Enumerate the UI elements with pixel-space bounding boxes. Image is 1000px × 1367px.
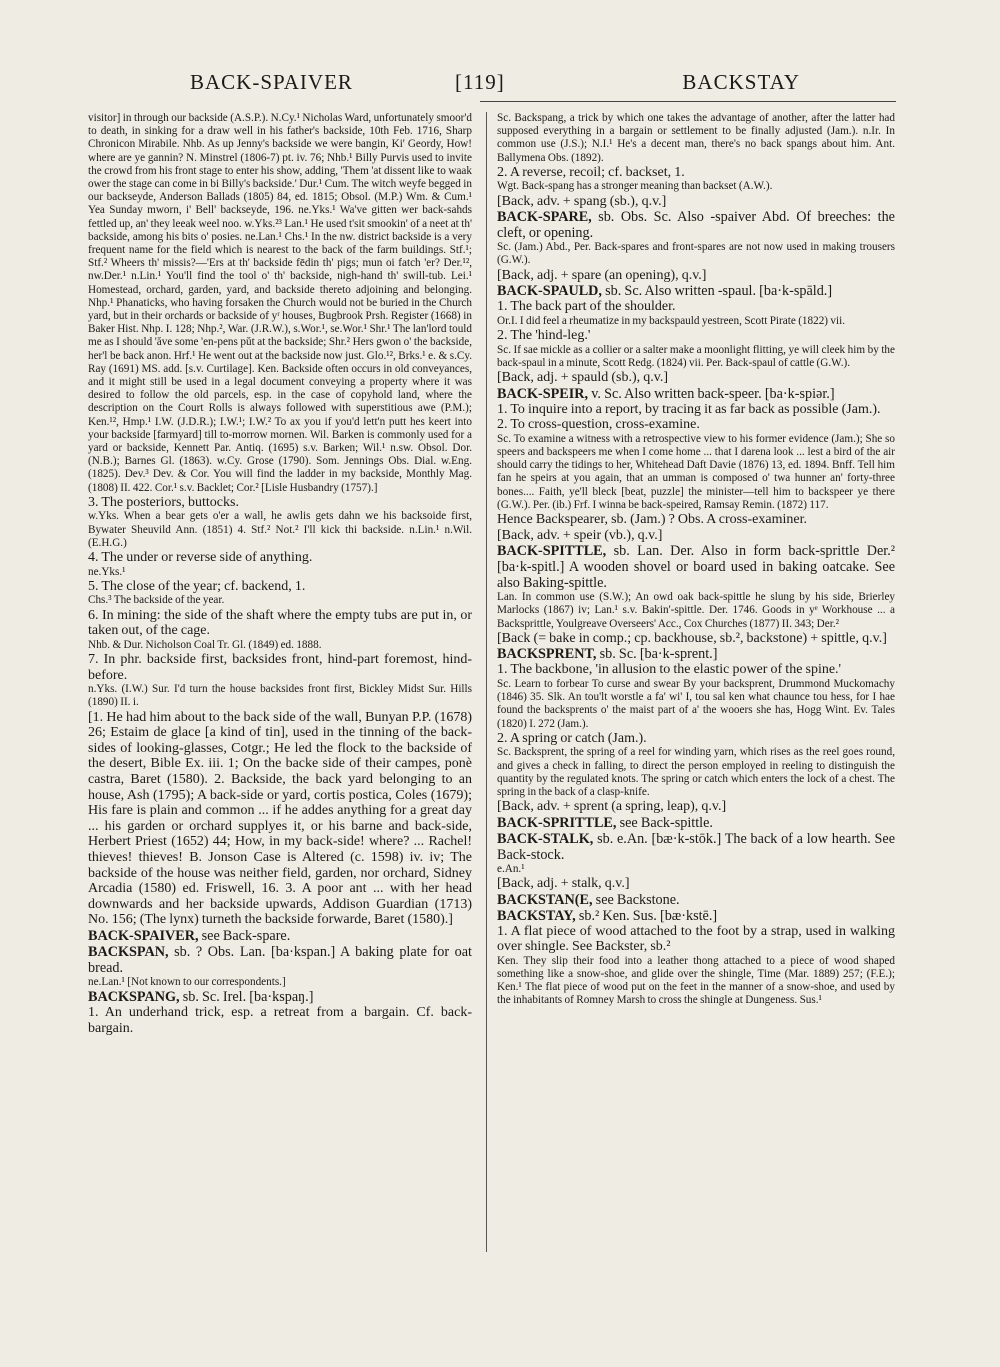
definition-line: 2. The 'hind-leg.' (497, 328, 591, 343)
headword: BACK-SPARE, (497, 209, 592, 226)
running-head (70, 70, 930, 110)
citation-block: ne.Lan.¹ [Not known to our correspondents.] (88, 975, 286, 988)
header-rule (480, 101, 896, 102)
headword-definition: sb.² Ken. Sus. [bæ·kstē.] (578, 907, 718, 924)
header-left-word: BACK-SPAIVER (190, 70, 353, 94)
citation-block: w.Yks. When a bear gets o'er a wall, he awlis gets dahn we his backsoide first, Bywater Sheuvild Ann. (1851) 4. Stf.² Not.² I'll kick thi backside. n.Lin.¹ n.Wil. (E.H.G.) (88, 510, 472, 549)
definition-line: 3. The posteriors, buttocks. (88, 494, 239, 510)
headword: BACKSTAN(E, (497, 891, 593, 908)
citation-block: Sc. (Jam.) Abd., Per. Back-spares and front-spares are not now used in making trousers (G.W.). (497, 241, 895, 267)
citation-block: Wgt. Back-spang has a stronger meaning than backset (A.W.). (497, 180, 773, 193)
headword: BACK-SPRITTLE, (497, 814, 617, 831)
headword-entry (497, 283, 895, 299)
definition-line: [Back, adv. + sprent (a spring, leap), q.v.] (497, 799, 727, 815)
definition-line: 1. The back part of the shoulder. (497, 299, 676, 315)
definition-line: [Back, adj. + stalk, q.v.] (497, 876, 630, 891)
headword: BACK-SPEIR, (497, 385, 589, 402)
headword-definition: see Backstone. (595, 891, 680, 908)
headword-definition: sb. e.An. [bæ·k-stōk.] The back of a low hearth. See Back-stock. (497, 830, 895, 863)
headword-entry (497, 815, 895, 831)
definition-line: [Back (= bake in comp.; cp. backhouse, sb.², backstone) + spittle, q.v.] (497, 630, 887, 646)
definition-line: 1. The backbone, 'in allusion to the elastic power of the spine.' (497, 662, 842, 678)
definition-line: [1. He had him about to the back side of the wall, Bunyan P.P. (1678) 26; Estaim de glace [a kind of tin], used in the tinning of the back-sides of looking-glasses, Cotgr.; He led the flock to the backside of the desert, Bible Ex. iii. 1; On the backe side of their campes, ponè castra, Baret (1580). 2. Backside, the back yard belonging to an house, Ash (1795); A back-side or yard, cortis postica, Coles (1679); His fare is plain and common ... if he addes anything for a great day ... his garden or orchard supplyes it, or his barne and back-side, Herbert Priest (1652) 44; How, in my back-side! where? ... Rachel! thieves! thieves! B. Jonson Case is Altered (c. 1598) iv. iv; The backside of the house was neither field, garden, nor orchard, Sidney Arcadia (1580) ed. Friswell, 16. 3. A poor ant ... with her head downwards and her backside upwards, Addison Guardian (1713) No. 156; (The lynx) turneth the backside forwarde, Baret (1580).] (88, 709, 472, 928)
definition-line: 1. To inquire into a report, by tracing it as far back as possible (Jam.). (497, 401, 881, 417)
headword-definition: sb. ? Obs. Lan. [ba·kspan.] A baking plate for oat bread. (88, 943, 472, 976)
definition-line: 5. The close of the year; cf. backend, 1. (88, 578, 306, 594)
headword: BACK-SPAIVER, (88, 927, 199, 944)
headword-entry (497, 831, 895, 863)
headword-definition: see Back-spittle. (619, 814, 713, 831)
headword-definition: sb. Sc. [ba·k-sprent.] (599, 646, 718, 663)
definition-line: [Back, adv. + speir (vb.), q.v.] (497, 527, 663, 543)
citation-block: Nhb. & Dur. Nicholson Coal Tr. Gl. (1849) ed. 1888. (88, 638, 322, 651)
citation-block: Sc. If sae mickle as a collier or a salter make a moonlight flitting, ye will cleek him by the back-spaul in a minute, Scott Redg. (1824) vii. Per. Back-spaul of cattle (G.W.). (497, 343, 895, 369)
headword-definition: sb. Sc. Irel. [ba·kspaŋ.] (182, 989, 314, 1006)
headword-definition: see Back-spare. (201, 927, 291, 944)
headword: BACKSPAN, (88, 943, 169, 960)
headword: BACK-SPITTLE, (497, 543, 607, 560)
citation-block: Lan. In common use (S.W.); An owd oak back-spittle he slung by his side, Brierley Marlocks (1867) iv; Lan.¹ s.v. Bakin'-spittle. Der. 1746. Goods in yᵉ Workhouse ... a Backsprittle, Youlgreave Overseers' Acc., Cox Churches (1877) II. 343; Der.² (497, 591, 895, 630)
right-column (497, 112, 895, 1252)
citation-block: Or.I. I did feel a rheumatize in my backspauld yestreen, Scott Pirate (1822) vii. (497, 314, 846, 327)
headword-entry (497, 892, 895, 908)
headword: BACK-SPAULD, (497, 283, 602, 300)
definition-line: 1. An underhand trick, esp. a retreat from a bargain. Cf. back-bargain. (88, 1005, 472, 1036)
citation-block: Sc. Backspang, a trick by which one takes the advantage of another, after the latter had supposed everything in a bargain or settlement to be finally adjusted (Jam.). n.Ir. In common use (J.S.); N.I.¹ He's a decent man, there's no back spangs about him. Ant. Ballymena Obs. (1892). (497, 112, 895, 164)
header-right-word: BACKSTAY (682, 70, 800, 94)
definition-line: [Back, adj. + spare (an opening), q.v.] (497, 267, 707, 283)
citation-block: Sc. Learn to forbear To curse and swear By your backsprent, Drummond Muckomachy (1846) 35. Slk. An tou'lt worstle a fa' wi' I, tou sal ken what chaunce tou hess, for I hae found the backsprents o' the maist part of a' the wooers she has, Hogg Wint. Ev. Tales (1820) I. 272 (Jam.). (497, 677, 895, 730)
headword-entry (497, 908, 895, 924)
citation-block: visitor] in through our backside (A.S.P.). N.Cy.¹ Nicholas Ward, unfortunately smoor'd to death, in sinking for a draw well in his father's backside, 10th Feb. 1716, Sharp Chronicon Mirabile. Nhb. As up Jenny's backside we were bangin, Ki' Geordy, How! where are ye gannin? N. Minstrel (1806-7) pt. iv. 76; Nhb.¹ Billy Purvis used to invite the crowd from his front stage to enter his show, adding, 'Them 'at dissent like to waak ower the stage can come in bi Billy's backside.' Dur.¹ Cum. The witch weyfe begged in our backseyde, Anderson Ballads (1805) 84, ed. 1815; Obsol. (M.P.) Wm. & Cum.¹ Yea Sunday mworn, i' Bell' backseyde, 196. ne.Yks.¹ Wa've gitten wer back-sahds fettled up, an' they leeak weel noo. w.Yks.²³ Lan.¹ He used t'sit smookin' of a neet at th' backside, among his bits o' posies. ne.Lan.¹ Chs.¹ In the nw. district backside is a very frequent name for the field which is nearest to the back of the farm buildings. Stf.¹; Stf.² Wheers th' missis?—'Ers at th' backside fēdin th' pigs; mun oi fatch 'er? Der.¹², nw.Der.¹ n.Lin.¹ You'll find the tool o' th' backside, nigh-hand th' swill-tub. Lei.¹ Homestead, orchard, garden, yard, and backside thereto adjoining and belonging. Nhp.¹ Phanaticks, who having forsaken the Church would not be buried in the Church yard, but in their orchards or backside of yʳ houses, Bugbrook Prsh. Register (1668) in Baker Hist. Nhp. I. 128; Nhp.², War. (J.R.W.), s.Wor.¹, se.Wor.¹ Shr.¹ The lan'lord tould me as I should 'ăve some 'en-pens pŭt at the backside; Shr.² Hers gwon o' the backside, her'l be back anon. Hrf.¹ He went out at the backside now just. Glo.¹², Brks.¹ e. & s.Cy. Ray (1691) MS. add. [s.v. Curtilage]. Ken. Backside often occurs in old conveyances, and it might still be used in a legal document conveying a property where it was desired to follow the old parcels, esp. in the case of copyhold land, where the description on the Court Rolls is always followed with superstitious awe (P.M.); Ken.¹², Hmp.¹ I.W. (J.D.R.); I.W.¹; I.W.² To ax you if you'd lett'n putt hes keert into your backside [farmyard] till to-morrow mornen. Wil. Barken is commonly used for a yard or backside, Kennett Par. Antiq. (1695) s.v. Barken; Wil.¹ n.sw. Obsol. Dor. (N.B.); Barnes Gl. (1863). w.Cy. Grose (1790). Som. Jennings Obs. Dial. w.Eng. (1825). Dev.³ Dev. & Cor. You will find the ladder in my backside, Monthly Mag. (1808) II. 422. Cor.¹ s.v. Backlet; Cor.² [Lisle Husbandry (1757).] (88, 112, 472, 494)
headword-entry (88, 928, 472, 944)
definition-line: 2. To cross-question, cross-examine. (497, 417, 700, 433)
headword-entry (497, 386, 895, 402)
definition-line: [Back, adj. + spauld (sb.), q.v.] (497, 370, 669, 385)
citation-block: Ken. They slip their food into a leather thong attached to a piece of wood shaped something like a snow-shoe, and glide over the shingle, Time (Mar. 1889) 257; (F.E.); Ken.¹ The flat piece of wood put on the feet in the manner of a snow-shoe, and used by the inhabitants of Romney Marsh to cross the shingle at Dungeness. Sus.¹ (497, 954, 895, 1007)
headword-entry (88, 989, 472, 1005)
headword-definition: sb. Obs. Sc. Also -spaiver Abd. Of breeches: the cleft, or opening. (497, 209, 895, 242)
definition-line: 2. A spring or catch (Jam.). (497, 730, 647, 746)
headword: BACKSTAY, (497, 907, 576, 924)
headword-entry (497, 209, 895, 241)
headword-definition: v. Sc. Also written back-speer. [ba·k-spiər.] (591, 385, 835, 402)
headword-entry (497, 646, 895, 662)
headword: BACK-STALK, (497, 830, 594, 847)
definition-line: 7. In phr. backside first, backsides front, hind-part foremost, hind-before. (88, 652, 472, 683)
headword: BACKSPRENT, (497, 646, 597, 663)
headword-entry (497, 543, 895, 591)
citation-block: Sc. Backsprent, the spring of a reel for winding yarn, which rises as the reel goes round, and gives a check in falling, to direct the person employed in reeling to distinguish the quantity by the regulated knots. The spring or catch which enters the lock of a chest. The spring in the back of a clasp-knife. (497, 746, 895, 798)
citation-block: Chs.³ The backside of the year. (88, 594, 225, 607)
left-column (88, 112, 472, 1252)
definition-line: [Back, adv. + spang (sb.), q.v.] (497, 193, 667, 209)
citation-block: Sc. To examine a witness with a retrospective view to his former evidence (Jam.); She so speers and backspeers me when I come home ... that I darena look ... lest a bird of the air should carry the tidings to her, Whitehead Daft Davie (1876) 13, ed. 1894. Bnff. Tell him fan he speirs at you again, that an umman is composed o' twa hunner an' forty-three bones.... Faith, ye'll bleck [beat, puzzle] the minister—tell him to backspeer ye there (G.W.). Per. (ib.) Frf. I winna be back-speired, Ramsay Remin. (1872) 117. (497, 432, 895, 511)
page-number: [119] (455, 70, 505, 94)
citation-block: e.An.¹ (497, 862, 525, 875)
definition-line: 1. A flat piece of wood attached to the foot by a strap, used in walking over shingle. See Backster, sb.² (497, 923, 895, 955)
definition-line: 4. The under or reverse side of anything. (88, 550, 313, 566)
citation-block: n.Yks. (I.W.) Sur. I'd turn the house backsides front first, Bickley Midst Sur. Hills (1890) II. i. (88, 683, 472, 709)
headword-definition: sb. Sc. Also written -spaul. [ba·k-spāld.] (605, 283, 833, 300)
definition-line: Hence Backspearer, sb. (Jam.) ? Obs. A cross-examiner. (497, 512, 807, 527)
column-divider (486, 112, 487, 1252)
definition-line: 6. In mining: the side of the shaft where the empty tubs are put in, or taken out, of the cage. (88, 607, 472, 639)
headword-definition: sb. Lan. Der. Also in form back-sprittle Der.² [ba·k-spitl.] A wooden shovel or board used in baking oatcake. See also Baking-spittle. (497, 543, 895, 592)
headword: BACKSPANG, (88, 989, 180, 1006)
citation-block: ne.Yks.¹ (88, 565, 126, 578)
headword-entry (88, 944, 472, 976)
definition-line: 2. A reverse, recoil; cf. backset, 1. (497, 164, 685, 180)
